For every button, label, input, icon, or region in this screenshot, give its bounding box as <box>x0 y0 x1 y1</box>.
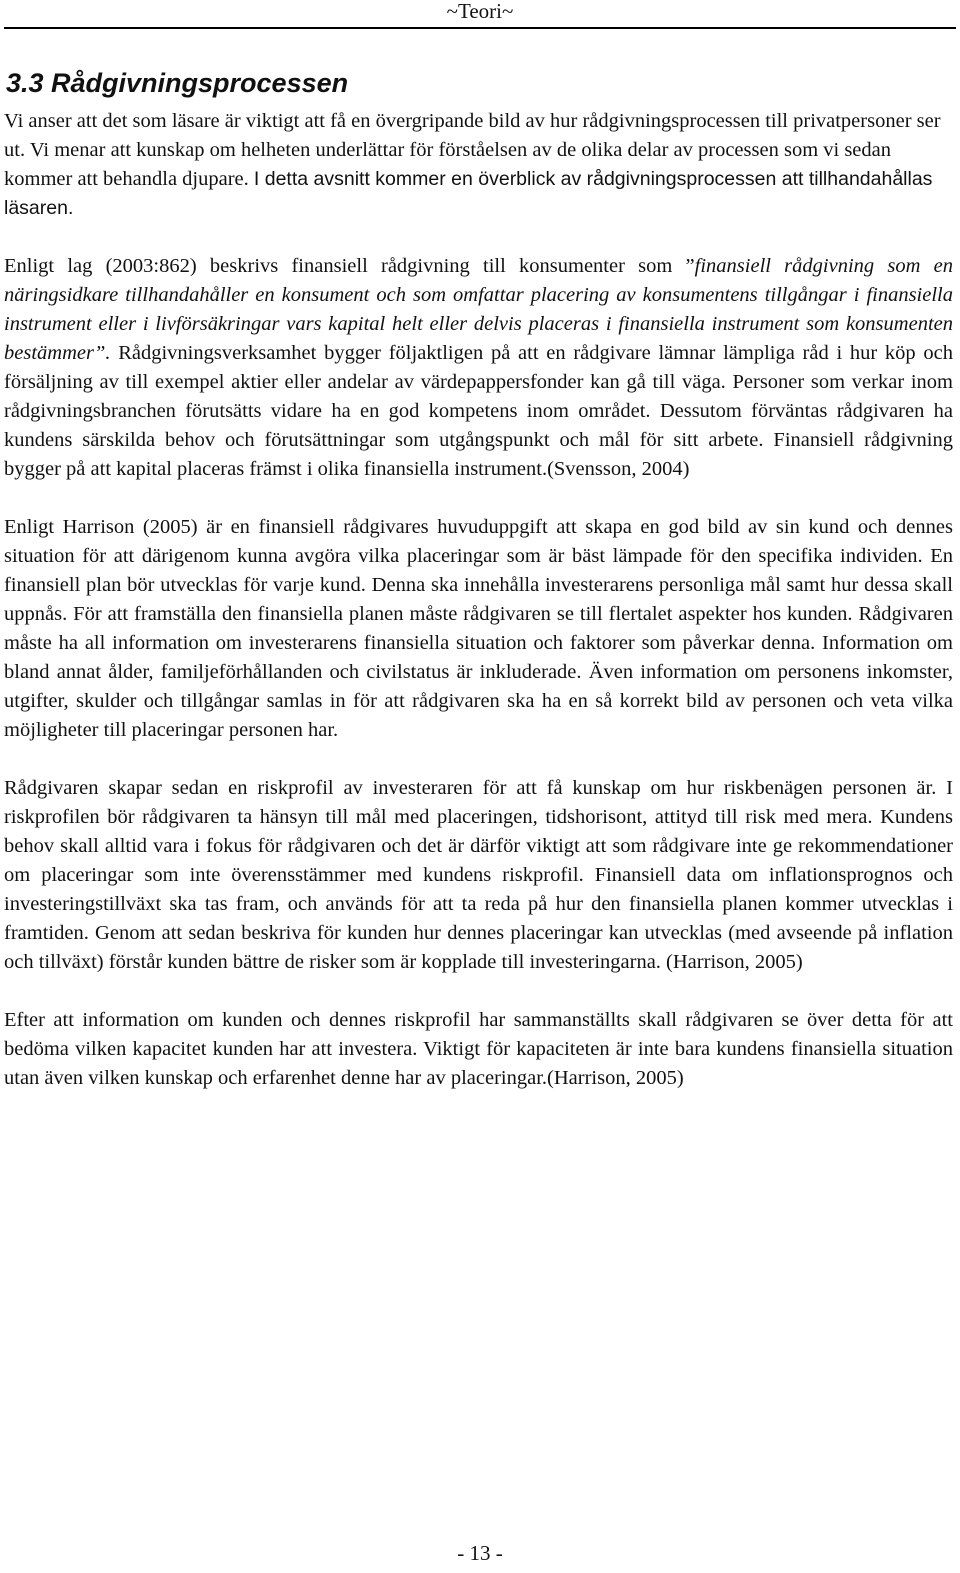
paragraph-capacity: Efter att information om kunden och dennes riskprofil har sammanställts skall rådgivaren se över detta för att bedöma vilken kapacitet kunden har att investera. Viktigt för kapaciteten är inte bara kundens finansiella situation utan även vilken kunskap och erfarenhet denne har av placeringar.(Harrison, 2005) <box>4 1009 953 1089</box>
paragraph-intro <box>4 107 953 223</box>
paragraph-law-definition <box>4 252 953 484</box>
header-divider <box>4 27 956 29</box>
intro-text: Vi anser att det som läsare är viktigt att få en övergripande bild av hur rådgivningsprocessen till privatpersoner ser ut. Vi menar att kunskap om helheten underlättar för förståelsen av de olika delar av processen som vi sedan kommer att behandla djupare. <box>4 110 941 190</box>
law-rest-text: Rådgivningsverksamhet bygger följaktligen på att en rådgivare lämnar lämpliga råd i hur köp och försäljning av till exempel aktier eller andelar av värdepappersfonder kan gå till väga. Personer som verkar inom rådgivningsbranchen förutsätts vidare ha en god kompetens inom området. Dessutom förväntas rådgivaren ha kundens särskilda behov och förutsättningar som utgångspunkt och mål för sitt arbete. Finansiell rådgivning bygger på att kapital placeras främst i olika finansiella instrument.(Svensson, 2004) <box>4 342 953 480</box>
law-quote: finansiell rådgivning som en näringsidkare tillhandahåller en konsument och som omfattar placering av konsumentens tillgångar i finansiella instrument eller i livförsäkringar vars kapital helt eller delvis placeras i finansiella instrument som konsumenten bestämmer”. <box>4 255 953 364</box>
page-header: ~Teori~ <box>446 0 514 23</box>
body-text <box>4 107 953 1093</box>
law-lead-text: Enligt lag (2003:862) beskrivs finansiell rådgivning till konsumenter som ” <box>4 255 695 277</box>
intro-overview-text: I detta avsnitt kommer en överblick av rådgivningsprocessen att tillhandahållas läsaren. <box>4 168 933 219</box>
paragraph-financial-plan: Enligt Harrison (2005) är en finansiell rådgivares huvuduppgift att skapa en god bild av sin kund och dennes situation för att därigenom kunna avgöra vilka placeringar som är bäst lämpade för den specifika individen. En finansiell plan bör utvecklas för varje kund. Denna ska innehålla investerarens personliga mål samt hur dessa skall uppnås. För att framställa den finansiella planen måste rådgivaren se till flertalet aspekter hos kunden. Rådgivaren måste ha all information om investerarens finansiella situation och faktorer som påverkar denna. Information om bland annat ålder, familjeförhållanden och civilstatus är inkluderade. Även information om personens inkomster, utgifter, skulder och tillgångar samlas in för att rådgivaren ska ha en så korrekt bild av personen och veta vilka möjligheter till placeringar personen har. <box>4 516 953 741</box>
section-heading: 3.3 Rådgivningsprocessen <box>6 68 349 98</box>
paragraph-risk-profile: Rådgivaren skapar sedan en riskprofil av investeraren för att få kunskap om hur riskbenägen personen är. I riskprofilen bör rådgivaren ta hänsyn till mål med placeringen, tidshorisont, attityd till risk med mera. Kundens behov skall alltid vara i fokus för rådgivaren och det är därför viktigt att som rådgivare inte ge rekommendationer om placeringar som inte överensstämmer med kundens riskprofil. Finansiell data om inflationsprognos och investeringstillväxt ska tas fram, och används för att ta reda på hur den finansiella planen kommer utvecklas i framtiden. Genom att sedan beskriva för kunden hur dennes placeringar kan utvecklas (med avseende på inflation och tillväxt) förstår kunden bättre de risker som är kopplade till investeringarna. (Harrison, 2005) <box>4 777 953 973</box>
page-number: - 13 - <box>457 1541 503 1565</box>
